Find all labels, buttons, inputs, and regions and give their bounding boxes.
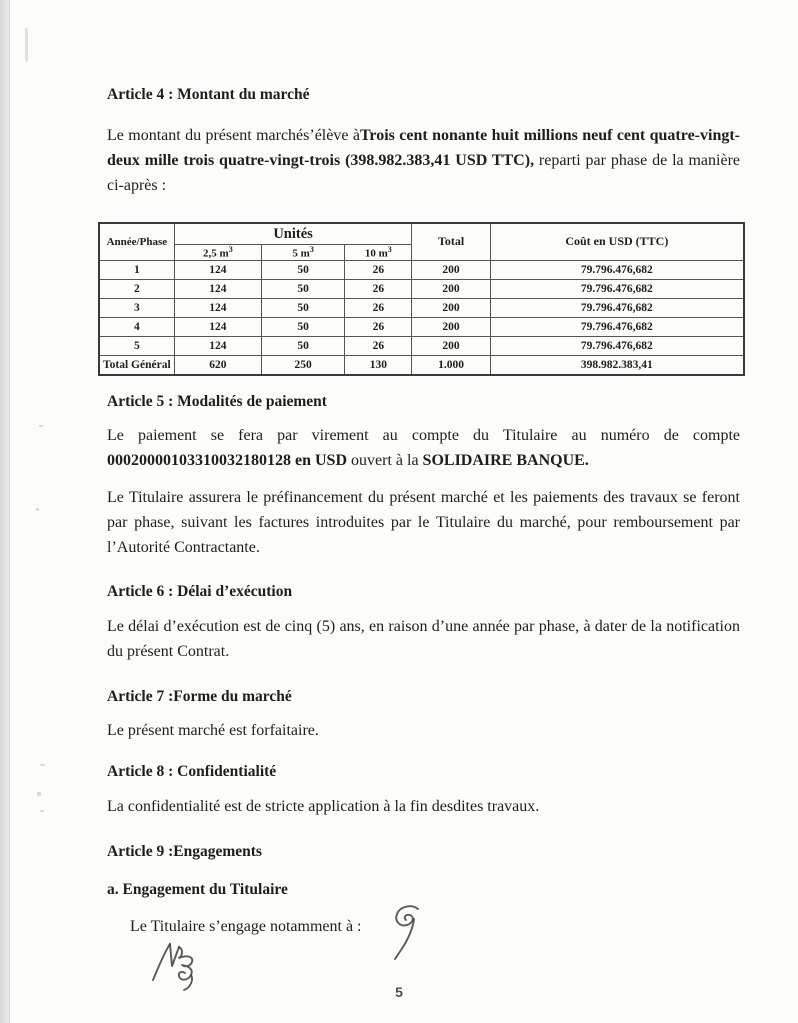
article4-paragraph bbox=[107, 123, 740, 198]
article5-heading: Article 5 : Modalités de paiement bbox=[107, 393, 327, 410]
cell-cout: 79.796.476,682 bbox=[490, 260, 744, 279]
text-run: ouvert à la bbox=[347, 452, 423, 469]
table-total-row bbox=[99, 355, 744, 375]
scan-speck bbox=[40, 764, 45, 766]
cell-u5: 50 bbox=[261, 317, 344, 336]
table-header-row bbox=[99, 223, 744, 245]
subheader-10-m3 bbox=[345, 245, 412, 261]
cell-cout: 79.796.476,682 bbox=[490, 279, 744, 298]
article5-paragraph-1 bbox=[107, 423, 740, 473]
cell-u5: 50 bbox=[261, 279, 344, 298]
text-run-bold: Trois cent nonante huit millions neuf cent quatre-vingt-deux mille trois quatre-vingt-trois (398.982.383,41 USD TTC), bbox=[107, 127, 740, 169]
scan-speck bbox=[36, 508, 39, 511]
article6-heading: Article 6 : Délai d’exécution bbox=[107, 583, 293, 600]
table-row bbox=[99, 317, 744, 336]
table-row bbox=[99, 260, 744, 279]
scan-edge-strip bbox=[0, 0, 10, 1023]
article8-heading: Article 8 : Confidentialité bbox=[107, 763, 277, 780]
text-run: Le paiement se fera par virement au compte du Titulaire au numéro de compte bbox=[107, 427, 740, 444]
article7-heading: Article 7 :Forme du marché bbox=[107, 688, 292, 705]
cell-u25: 124 bbox=[174, 317, 261, 336]
cell-u5-total: 250 bbox=[261, 355, 344, 375]
cell-total: 200 bbox=[412, 336, 490, 355]
cell-phase: 2 bbox=[99, 279, 174, 298]
article9-heading: Article 9 :Engagements bbox=[107, 843, 262, 860]
article7-paragraph: Le présent marché est forfaitaire. bbox=[107, 722, 319, 739]
cell-total: 200 bbox=[412, 298, 490, 317]
cell-u10: 26 bbox=[345, 336, 412, 355]
phases-cost-table bbox=[98, 222, 745, 376]
cell-u25: 124 bbox=[174, 336, 261, 355]
cell-total-total: 1.000 bbox=[412, 355, 490, 375]
table-row bbox=[99, 336, 744, 355]
scan-artifact-streak bbox=[25, 28, 28, 62]
scan-speck bbox=[40, 810, 44, 812]
cell-total-label: Total Général bbox=[99, 355, 174, 375]
header-annee-phase: Année/Phase bbox=[99, 223, 174, 260]
cell-u10: 26 bbox=[345, 260, 412, 279]
subheader-2-5-m3 bbox=[174, 245, 261, 261]
cell-cout-total: 398.982.383,41 bbox=[490, 355, 744, 375]
cell-cout: 79.796.476,682 bbox=[490, 298, 744, 317]
unit-label: 2,5 m bbox=[203, 247, 229, 260]
cell-phase: 4 bbox=[99, 317, 174, 336]
article9-subheading-a: a. Engagement du Titulaire bbox=[107, 881, 288, 898]
unit-label: 5 m bbox=[292, 247, 310, 260]
cell-u5: 50 bbox=[261, 336, 344, 355]
cell-phase: 3 bbox=[99, 298, 174, 317]
account-number-bold: 00020000103310032180128 en USD bbox=[107, 452, 348, 469]
cell-u5: 50 bbox=[261, 298, 344, 317]
header-cout-usd: Coût en USD (TTC) bbox=[490, 223, 744, 260]
article9-paragraph: Le Titulaire s’engage notamment à : bbox=[130, 918, 362, 935]
article8-paragraph: La confidentialité est de stricte application à la fin desdites travaux. bbox=[107, 798, 540, 815]
article4-heading: Article 4 : Montant du marché bbox=[107, 86, 310, 103]
subheader-5-m3 bbox=[261, 245, 344, 261]
article6-paragraph: Le délai d’exécution est de cinq (5) ans, en raison d’une année par phase, à dater de la notification du présent Contrat. bbox=[107, 618, 740, 660]
unit-label: 10 m bbox=[364, 247, 388, 260]
cell-phase: 5 bbox=[99, 336, 174, 355]
cell-cout: 79.796.476,682 bbox=[490, 336, 744, 355]
cell-total: 200 bbox=[412, 317, 490, 336]
table-row bbox=[99, 279, 744, 298]
cell-u25-total: 620 bbox=[174, 355, 261, 375]
cell-u25: 124 bbox=[174, 260, 261, 279]
cell-phase: 1 bbox=[99, 260, 174, 279]
cell-u10: 26 bbox=[345, 317, 412, 336]
text-run: Le montant du présent marchés’élève à bbox=[107, 127, 360, 144]
scan-speck bbox=[37, 792, 41, 796]
cell-u25: 124 bbox=[174, 279, 261, 298]
cell-cout: 79.796.476,682 bbox=[490, 317, 744, 336]
scan-speck bbox=[39, 425, 43, 427]
cube-exponent: 3 bbox=[309, 245, 314, 254]
handwritten-paraph bbox=[388, 902, 426, 962]
cell-u10: 26 bbox=[345, 298, 412, 317]
bank-name-bold: SOLIDAIRE BANQUE. bbox=[422, 452, 589, 469]
cell-total: 200 bbox=[412, 279, 490, 298]
header-total: Total bbox=[412, 223, 490, 260]
cell-u10-total: 130 bbox=[345, 355, 412, 375]
cube-exponent: 3 bbox=[387, 245, 392, 254]
page-number: 5 bbox=[395, 984, 403, 1000]
cell-u25: 124 bbox=[174, 298, 261, 317]
cell-total: 200 bbox=[412, 260, 490, 279]
header-unites: Unités bbox=[174, 223, 412, 245]
cell-u10: 26 bbox=[345, 279, 412, 298]
text-run: reparti par phase de la manière ci-après : bbox=[107, 152, 741, 194]
cell-u5: 50 bbox=[261, 260, 344, 279]
article5-paragraph-2: Le Titulaire assurera le préfinancement du présent marché et les paiements des travaux se feront par phase, suivant les factures introduites par le Titulaire du marché, pour remboursement par l’Autorité Contractante. bbox=[107, 489, 740, 556]
table-row bbox=[99, 298, 744, 317]
cube-exponent: 3 bbox=[228, 245, 233, 254]
